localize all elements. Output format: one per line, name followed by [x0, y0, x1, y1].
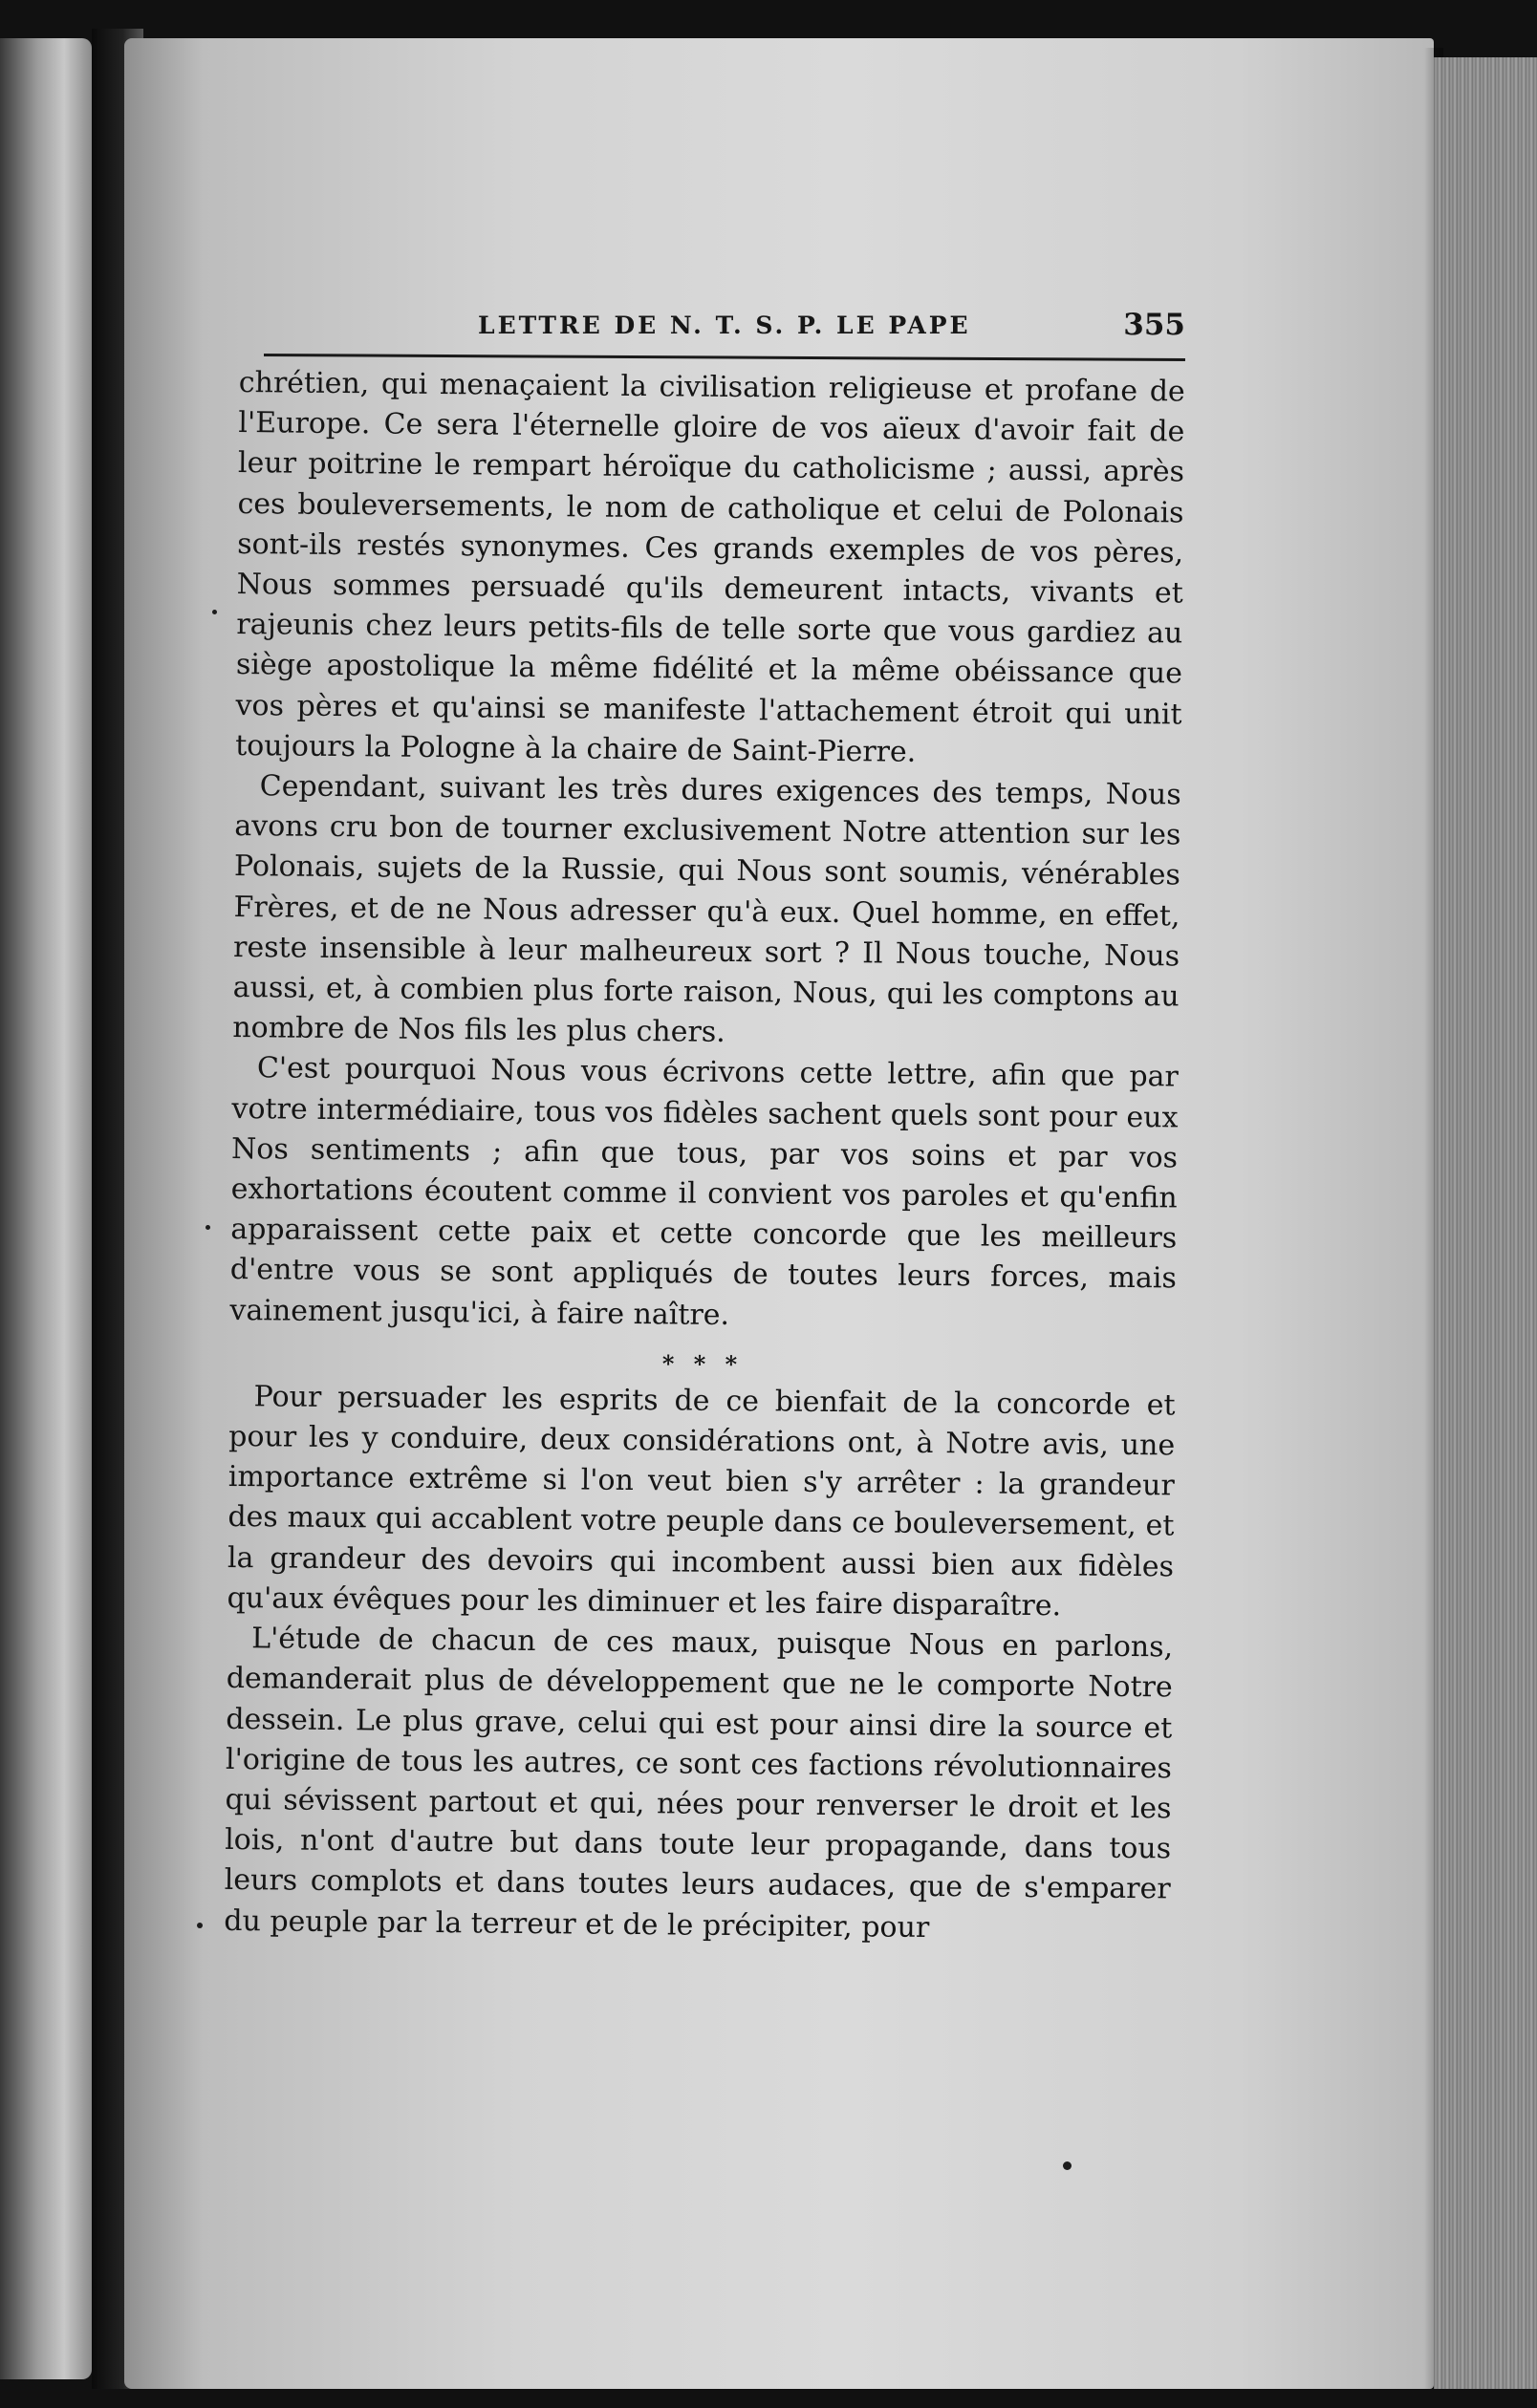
- paragraph-2: Cependant, suivant les très dures exigences des temps, Nous avons cru bon de tourner exclusivement Notre attention sur les Polonais, sujets de la Russie, qui Nous sont soumis, vénérables Frères, et de ne Nous adresser qu'à eux. Quel homme, en effet, reste insensible à leur malheureux sort ? Il Nous touche, Nous aussi, et, à combien plus forte raison, Nous, qui les comptons au nombre de Nos fils les plus chers.: [232, 769, 1181, 1050]
- ink-speck: [206, 1225, 210, 1230]
- section-break: * * *: [661, 1349, 744, 1378]
- running-title: LETTRE DE N. T. S. P. LE PAPE: [478, 312, 971, 339]
- ink-speck: [197, 1923, 203, 1928]
- paragraph-5: L'étude de chacun de ces maux, puisque Nous en parlons, demanderait plus de développement que ne le comporte Notre dessein. Le plus grave, celui qui est pour ainsi dire la source et l'origine de tous les autres, ce sont ces factions révolutionnaires qui sévissent partout et qui, nées pour renverser le droit et les lois, n'ont d'autre but dans toute leur propagande, dans tous leurs complots et dans toutes leurs audaces, que de s'emparer du peuple par la terreur et de le précipiter, pour: [224, 1622, 1174, 1945]
- ink-speck: [212, 610, 217, 614]
- page-header: [268, 304, 1185, 350]
- page-number: 355: [1123, 308, 1185, 342]
- paragraph-1: chrétien, qui menaçaient la civilisation religieuse et profane de l'Europe. Ce sera l'éternelle gloire de vos aïeux d'avoir fait de leur poitrine le rempart héroïque du catholicisme ; aussi, après ces bouleversements, le nom de catholique et celui de Polonais sont-ils restés synonymes. Ces grands exemples de vos pères, Nous sommes persuadé qu'ils demeurent intacts, vivants et rajeunis chez leurs petits-fils de telle sorte que vous gardiez au siège apostolique la même fidélité et la même obéissance que vos pères et qu'ainsi se manifeste l'attachement étroit qui unit toujours la Pologne à la chaire de Saint-Pierre.: [234, 365, 1185, 769]
- paragraph-4: Pour persuader les esprits de ce bienfait de la concorde et pour les y conduire, deux considérations ont, à Notre avis, une importance extrême si l'on veut bien s'y arrêter : la grandeur des maux qui accablent votre peuple dans ce bouleversement, et la grandeur des devoirs qui incombent aussi bien aux fidèles qu'aux évêques pour les diminuer et les faire disparaître.: [227, 1380, 1176, 1623]
- ink-speck: [1063, 2161, 1072, 2170]
- page-stack-edges: [1434, 57, 1537, 2389]
- body-text: [224, 363, 1185, 1950]
- paragraph-3: C'est pourquoi Nous vous écrivons cette lettre, afin que par votre intermédiaire, tous vos fidèles sachent quels sont pour eux Nos sentiments ; afin que tous, par vos soins et par vos exhortations écoutent comme il convient vos paroles et qu'enfin apparaissent cette paix et cette concorde que les meilleurs d'entre vous se sont appliqués de toutes leurs forces, mais vainement jusqu'ici, à faire naître.: [229, 1051, 1180, 1332]
- facing-page-edge: [0, 38, 92, 2379]
